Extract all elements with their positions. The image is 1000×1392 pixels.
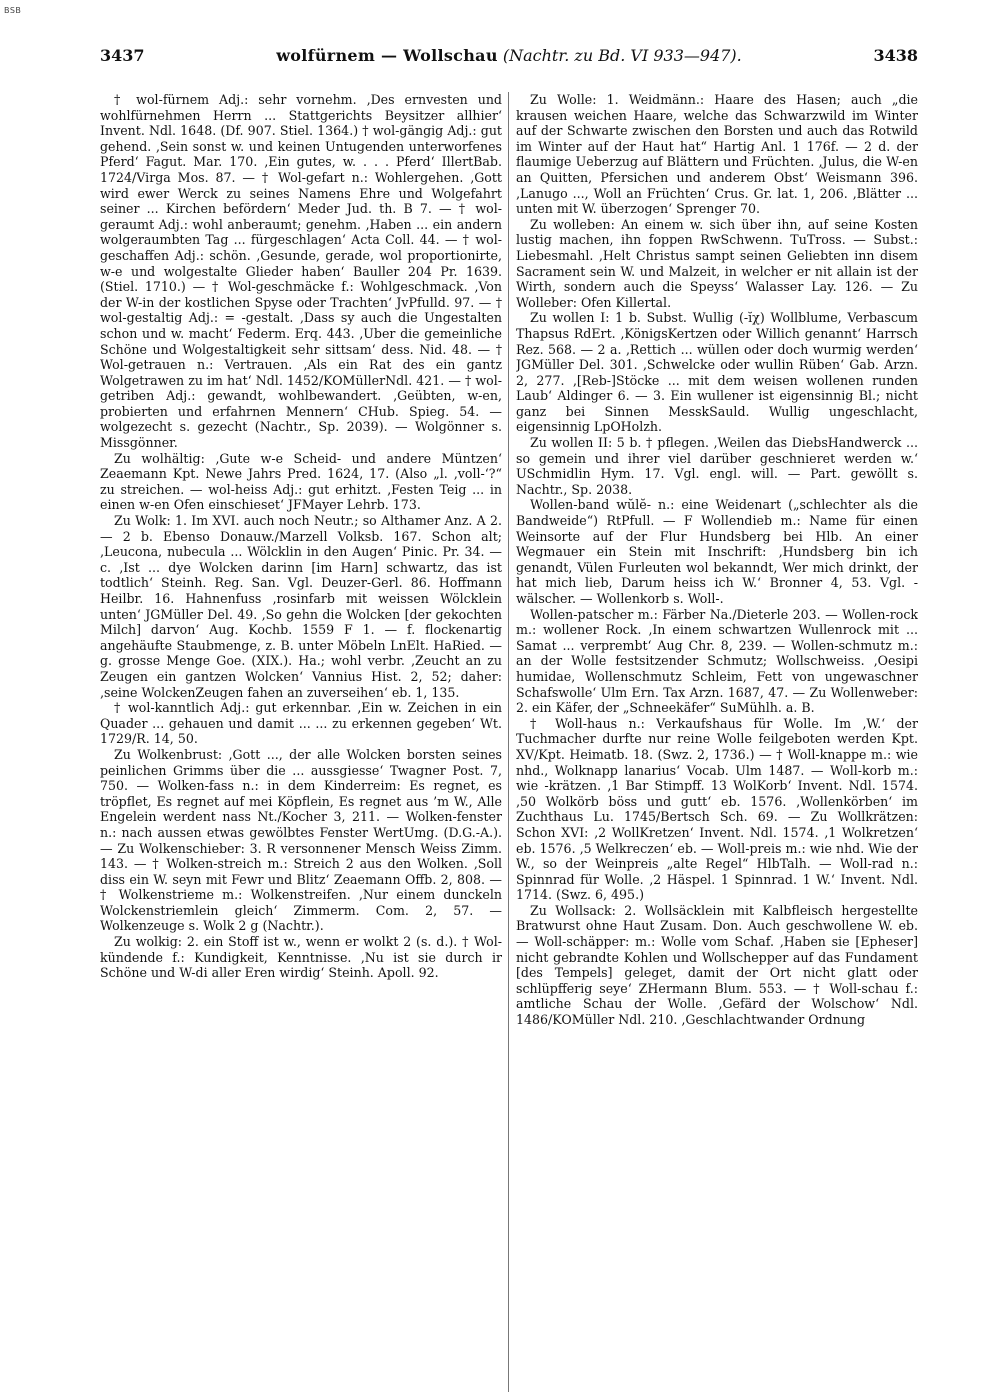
entry-paragraph: Zu wollen II: 5 b. † pflegen. ‚Weilen das DiebsHandwerck ... so gemein und ihrer viel darüber geschnieret werden w.‘ USchmidlin Hym. 17. Vgl. engl. will. — Part. gewöllt s. Nachtr., Sp. 2038.: [516, 435, 918, 497]
entry-paragraph: Zu Wolle: 1. Weidmänn.: Haare des Hasen; auch „die krausen weichen Haare, welche das Schwarzwild im Winter auf der Schwarte zwischen den Borsten und auch das Rotwild im Winter auf der Haut hat“ Hartig Anl. 1 176f. — 2 d. der flaumige Ueberzug auf Blättern und Früchten. ‚Julus, die W-en an Quitten, Pfersichen und anderem Obst‘ Weismann 396. ‚Lanugo ..., Woll an Früchten‘ Crus. Gr. lat. 1, 206. ‚Blätter ... unten mit W. überzogen‘ Sprenger 70.: [516, 92, 918, 217]
page-number-left: 3437: [100, 46, 145, 65]
entry-paragraph: Zu wollen I: 1 b. Subst. Wullig (-ĭχ) Wollblume, Verbascum Thapsus RdErt. ‚KönigsKertzen oder Willich genannt‘ Harrsch Rez. 568. — 2 a. ‚Rettich ... wüllen oder doch wurmig werden‘ JGMüller Del. 301. ‚Schwelcke oder wullin Rüben‘ Gab. Arzn. 2, 277. ‚[Reb-]Stöcke ... mit dem weisen wollenen runden Laub‘ Aldinger 6. — 3. Ein wullener ist eigensinnig Bl.; nicht ganz bei Sinnen MesskSauld. Wullig ungeschlacht, eigensinnig LpOHolzh.: [516, 310, 918, 435]
library-mark: BSB: [4, 6, 22, 15]
entry-paragraph: † wol-fürnem Adj.: sehr vornehm. ‚Des ernvesten und wohlfürnehmen Herrn ... Stattgerichts Beysitzer allhier‘ Invent. Ndl. 1648. (Df. 907. Stiel. 1364.) † wol-gängig Adj.: gut gehend. ‚Sein sonst w. und keinen Untugenden unterworfenes Pferd‘ Fagut. Mar. 170. ‚Ein gutes, w. . . . Pferd‘ IllertBab. 1724/Virga Mos. 87. — † Wol-gefart n.: Wohlergehen. ‚Gott wird ewer Werck zu seines Namens Ehre und Wolgefahrt seiner ... Kirchen befördern‘ Meder Jud. th. B 7. — † wol-geraumt Adj.: wohl anberaumt; genehm. ‚Haben ... ein andern wolgeraumbten Tag ... fürgeschlagen‘ Acta Coll. 44. — † wol-geschaffen Adj.: schön. ‚Gesunde, gerade, wol proportionirte, w-e und wolgestalte Glieder haben‘ Bauller 204 Pr. 1639. (Stiel. 1710.) — † Wol-geschmäcke f.: Wohlgeschmack. ‚Von der W-in der kostlichen Spyse oder Trachten‘ JvPfulld. 97. — † wol-gestaltig Adj.: = -gestalt. ‚Dass sy auch die Ungestalten schon und w. macht‘ Federm. Erq. 443. ‚Uber die gemeinliche Schöne und Wolgestaltigkeit sehr sittsam‘ dess. Nid. 48. — † Wol-getrauen n.: Vertrauen. ‚Als ein Rat des ein gantz Wolgetrawen zu im hat‘ Ndl. 1452/KOMüllerNdl. 421. — † wol-getriben Adj.: gewandt, wohlbewandert. ‚Geübten, w-en, probierten und erfahrnen Mennern‘ CHub. Spieg. 54. — wolgezecht s. gezecht (Nachtr., Sp. 2039). — Wolgönner s. Missgönner.: [100, 92, 502, 451]
entry-paragraph: † wol-kanntlich Adj.: gut erkennbar. ‚Ein w. Zeichen in ein Quader ... gehauen und damit ... ... zu erkennen gegeben‘ Wt. 1729/R. 14, 50.: [100, 700, 502, 747]
entry-paragraph: Zu wolleben: An einem w. sich über ihn, auf seine Kosten lustig machen, ihn foppen RwSchwenn. TuTross. — Subst.: Liebesmahl. ‚Helt Christus sampt seinen Geliebten inn disem Sacrament sein W. und Malzeit, in welcher er nit allain ist der Wirth, sondern auch die Speyss‘ Walasser Lay. 126. — Zu Wolleber: Ofen Killertal.: [516, 216, 918, 310]
entry-paragraph: † Woll-haus n.: Verkaufshaus für Wolle. Im ‚W.‘ der Tuchmacher durfte nur reine Wolle feilgeboten werden Kpt. XV/Kpt. Heimatb. 18. (Swz. 2, 1736.) — † Woll-knappe m.: wie nhd., Wolknapp lanarius‘ Vocab. Ulm 1487. — Woll-korb m.: wie -krätzen. ‚1 Bar Stimpff. 13 WolKorb‘ Invent. Ndl. 1574. ‚50 Wolkörb böss und gutt‘ eb. 1576. ‚Wollenkörben‘ im Zuchthaus Lu. 1745/Bertsch Sch. 69. — Zu Wollkrätzen: Schon XVI: ‚2 WollKretzen‘ Invent. Ndl. 1574. ‚1 Wolkretzen‘ eb. 1576. ‚5 Welkreczen‘ eb. — Woll-preis m.: wie nhd. Wie der W., so der Weinpreis „alte Regel“ HlbTalh. — Woll-rad n.: Spinnrad für Wolle. ‚2 Häspel. 1 Spinnrad. 1 W.‘ Invent. Ndl. 1714. (Swz. 6, 495.): [516, 715, 918, 903]
entry-paragraph: Zu wolhältig: ‚Gute w-e Scheid- und andere Müntzen‘ Zeaemann Kpt. Newe Jahrs Pred. 1624, 17. (Also „l. ‚voll-‘?“ zu streichen. — wol-heiss Adj.: gut erhitzt. ‚Festen Teig ... in einen w-en Ofen einschieset‘ JFMayer Lehrb. 173.: [100, 450, 502, 513]
page-header: [100, 46, 918, 68]
headword-range: wolfürnem — Wollschau: [276, 46, 498, 65]
page-number-right: 3438: [873, 46, 918, 65]
entry-paragraph: Wollen-patscher m.: Färber Na./Dieterle 203. — Wollen-rock m.: wollener Rock. ‚In einem schwartzen Wullenrock mit ... Samat ... verprembt‘ Aug Chr. 8, 239. — Wollen-schmutz m.: an der Wolle festsitzender Schmutz; Wollschweiss. ‚Oesipi humidae, Wollenschmutz Schleim, Fett von ungewaschner Schafswolle‘ Ulm Ern. Tax Arzn. 1687, 47. — Zu Wollenweber: 2. ein Käfer, der „Schneekäfer“ SuMühlh. a. B.: [516, 606, 918, 716]
entry-paragraph: Zu wolkig: 2. ein Stoff ist w., wenn er wolkt 2 (s. d.). † Wol-kündende f.: Kundigkeit, Kenntnisse. ‚Nu ist sie durch ir Schöne und W-di aller Eren wirdig‘ Steinh. Apoll. 92.: [100, 934, 502, 981]
entry-paragraph: Zu Wolkenbrust: ‚Gott ..., der alle Wolcken borsten seines peinlichen Grimms über die ... aussgiesse‘ Twagner Post. 7, 750. — Wolken-fass n.: in dem Kinderreim: Es regnet, es tröpflet, Es regnet auf mei Köpflein, Es regnet aus ’m W., Alle Engelein werdent nass Nt./Kocher 3, 211. — Wolken-fenster n.: nach aussen etwas gewölbtes Fenster WertUmg. (D.G.-A.). — Zu Wolkenschieber: 3. R versonnener Mensch Weiss Zimm. 143. — † Wolken-streich m.: Streich 2 aus den Wolken. ‚Soll diss ein W. seyn mit Fewr und Blitz‘ Zeaemann Offb. 2, 808. — † Wolkenstrieme m.: Wolkenstreifen. ‚Nur einem dunckeln Wolckenstriemlein gleich‘ Zimmerm. Com. 2, 57. — Wolkenzeuge s. Wolk 2 g (Nachtr.).: [100, 746, 502, 934]
supplement-note: (Nachtr. zu Bd. VI 933—947).: [502, 46, 742, 65]
left-column: [100, 92, 502, 981]
column-divider: [508, 92, 509, 1392]
running-head: [100, 46, 918, 65]
entry-paragraph: Zu Wolk: 1. Im XVI. auch noch Neutr.; so Althamer Anz. A 2. — 2 b. Ebenso Donauw./Marzell Volksb. 167. Schon alt; ‚Leucona, nubecula ... Wölcklin in den Augen‘ Pinic. Pr. 34. — c. ‚Ist ... dye Wolcken darinn [im Harn] schwartz, das ist todtlich‘ Steinh. Reg. San. Vgl. Deuzer-Gerl. 86. Hoffmann Heilbr. 16. Hahnenfuss ‚rosinfarb mit weissen Wölcklein unten‘ JGMüller Del. 49. ‚So gehn die Wolcken [der gekochten Milch] darvon‘ Aug. Kochb. 1559 F 1. — f. flockenartig angehäufte Staubmenge, z. B. unter Möbeln LnElt. HaRied. — g. grosse Menge Goe. (XIX.). Ha.; wohl verbr. ‚Zeucht an zu Zeugen ein gantzen Wolcken‘ Vannius Hist. 2, 52; daher: ‚seine WolckenZeugen fahen an zuverseihen‘ eb. 1, 135.: [100, 513, 502, 700]
entry-paragraph: Zu Wollsack: 2. Wollsäcklein mit Kalbfleisch hergestellte Bratwurst ohne Haut Zusam. Don. Auch geschwollene W. eb. — Woll-schäpper: m.: Wolle vom Schaf. ‚Haben sie [Epheser] nicht gebrandte Kohlen und Wollschepper auf das Fundament [des Tempels] geleget, damit der Ort nicht glatt oder schlüpfferig seye‘ ZHermann Blum. 553. — † Woll-schau f.: amtliche Schau der Wolle. ‚Gefärd der Wolschow‘ Ndl. 1486/KOMüller Ndl. 210. ‚Geschlachtwander Ordnung: [516, 902, 918, 1028]
right-column: [516, 92, 918, 1028]
entry-paragraph: Wollen-band wŭlĕ- n.: eine Weidenart („schlechter als die Bandweide“) RtPfull. — F Wollendieb m.: Name für einen Weinsorte auf der Flur Hundsberg bei Hlb. An einer Wegmauer ein Stein mit Inschrift: ‚Hundsberg bin ich genandt, Vülen Furleuten wol bekanndt, Wer mich drinkt, der hat mich lieb, Darum heiss ich W.‘ Bronner 4, 53. Vgl. -wälscher. — Wollenkorb s. Woll-.: [516, 497, 918, 606]
